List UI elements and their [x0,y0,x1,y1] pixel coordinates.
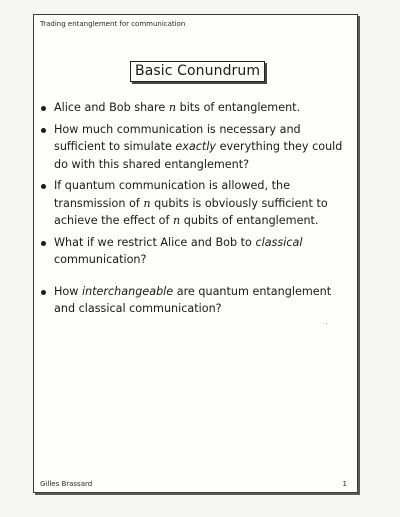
bullet-text: How much communication is necessary and sufficient to simulate [54,122,301,153]
bullet-item [40,177,350,230]
bullet-list [40,99,350,318]
slide-frame [33,14,358,493]
page-number: 1 [342,480,347,488]
math-var: n [168,101,177,114]
running-header: Trading entanglement for communication [40,20,186,28]
bullet-text: are quantum entanglement and classical communication? [54,284,332,315]
math-var: n [143,196,151,210]
bullet-text: Alice and Bob share [54,101,169,114]
bullet-text: communication? [54,253,147,266]
bullet-text: How [54,284,82,298]
bullet-text: What if we restrict Alice and Bob to [54,235,256,249]
bullet-text: If quantum communication is allowed, the transmission of [54,179,290,210]
bullet-item [40,234,350,269]
math-var: n [172,214,181,227]
scan-speck [326,323,327,324]
bullet-text: bits of entanglement. [176,101,301,114]
bullet-text: qubits of entanglement. [180,214,319,227]
emphasis-text: exactly [175,140,217,153]
bullet-item [40,283,350,318]
footer-author: Gilles Brassard [40,480,93,488]
slide-title: Basic Conundrum [130,61,265,82]
bullet-text: qubits is obviously sufficient to achieve the effect of [54,196,328,227]
emphasis-text: interchangeable [81,284,174,298]
bullet-text: everything they could do with this shared entanglement? [54,140,343,171]
bullet-item [40,99,350,117]
emphasis-text: classical [255,235,303,249]
bullet-item [40,121,350,174]
